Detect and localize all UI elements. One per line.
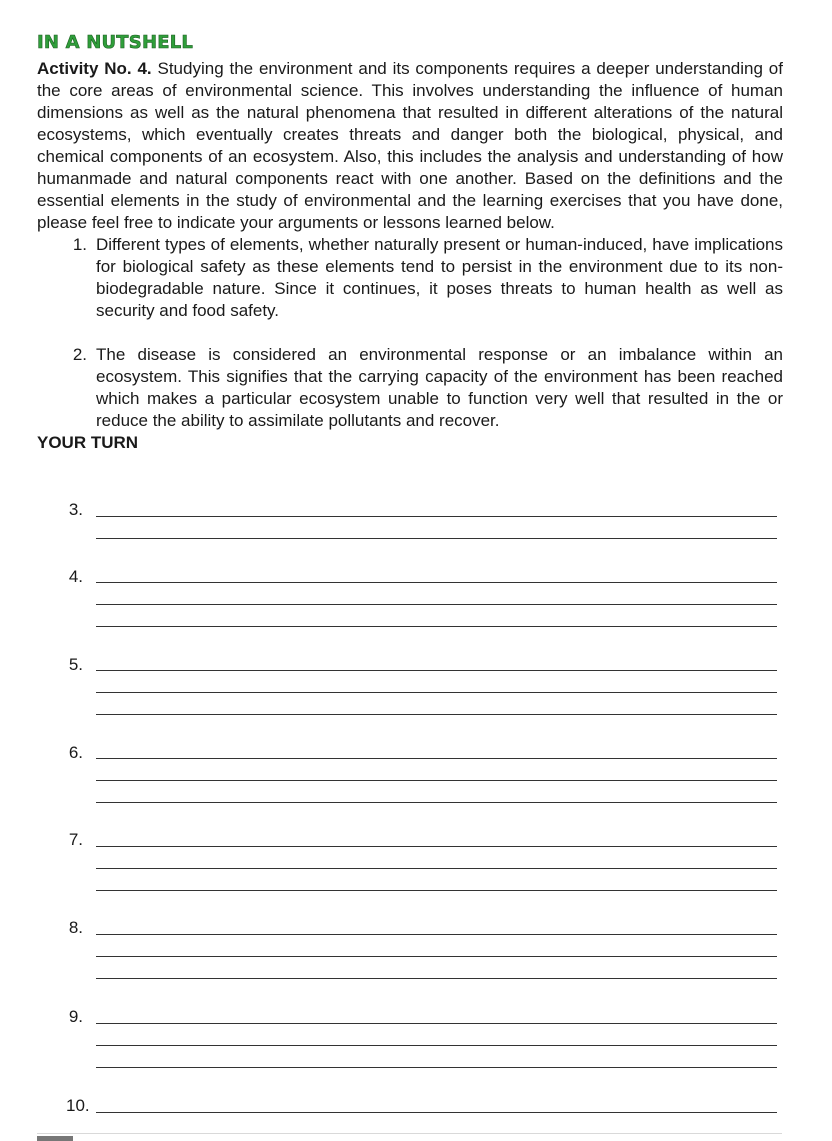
answer-line[interactable]: [96, 1067, 777, 1068]
answer-line[interactable]: [96, 780, 777, 781]
answer-line[interactable]: [96, 978, 777, 979]
answer-line[interactable]: [96, 670, 777, 671]
lesson-number: 1.: [72, 235, 87, 254]
page-footer-mark: [37, 1136, 73, 1141]
answer-number: 5.: [68, 655, 83, 674]
answer-line[interactable]: [96, 868, 777, 869]
answer-line[interactable]: [96, 1045, 777, 1046]
answer-number: 3.: [68, 500, 83, 519]
answer-line[interactable]: [96, 1023, 777, 1024]
lesson-text: Different types of elements, whether naturally present or human-induced, have implications for biological safety as these elements tend to persist in the environment due to its non-biodegradable nature. Since it continues, it poses threats to human health as well as security and food safety.: [96, 235, 783, 320]
your-turn-heading: YOUR TURN: [37, 433, 139, 452]
answer-number: 7.: [68, 830, 83, 849]
answer-line[interactable]: [96, 890, 777, 891]
answer-line[interactable]: [96, 934, 777, 935]
answer-line[interactable]: [96, 538, 777, 539]
footer-divider: [37, 1133, 782, 1134]
answer-line[interactable]: [96, 692, 777, 693]
answer-number: 10.: [66, 1096, 90, 1115]
activity-text: Studying the environment and its components requires a deeper understanding of the core areas of environmental science. This involves understanding the influence of human dimensions as well as the natural phenomena that resulted in different alterations of the natural ecosystems, which eventually creates threats and danger both the biological, physical, and chemical components of an ecosystem. Also, this includes the analysis and understanding of how humanmade and natural components react with one another. Based on the definitions and the essential elements in the study of environmental and the learning exercises that you have done, please feel free to indicate your arguments or lessons learned below.: [37, 59, 783, 232]
answer-line[interactable]: [96, 714, 777, 715]
section-title: IN A NUTSHELL: [37, 32, 194, 53]
answer-number: 6.: [68, 743, 83, 762]
answer-line[interactable]: [96, 582, 777, 583]
answer-line[interactable]: [96, 626, 777, 627]
answer-line[interactable]: [96, 956, 777, 957]
lesson-text: The disease is considered an environmental response or an imbalance within an ecosystem. This signifies that the carrying capacity of the environment has been reached which makes a particular ecosystem unable to function very well that resulted in the or reduce the ability to assimilate pollutants and recover.: [96, 345, 783, 430]
lesson-item: [37, 344, 783, 432]
answer-line[interactable]: [96, 758, 777, 759]
lesson-number: 2.: [72, 345, 87, 364]
answer-line[interactable]: [96, 604, 777, 605]
answer-line[interactable]: [96, 802, 777, 803]
activity-label: Activity No. 4.: [37, 59, 152, 78]
answer-line[interactable]: [96, 1112, 777, 1113]
activity-intro: [37, 58, 783, 234]
answer-number: 9.: [68, 1007, 83, 1026]
lessons-list: [37, 234, 783, 432]
answer-number: 8.: [68, 918, 83, 937]
answer-number: 4.: [68, 567, 83, 586]
answer-line[interactable]: [96, 846, 777, 847]
answer-line[interactable]: [96, 516, 777, 517]
lesson-item: [37, 234, 783, 322]
activity-section: [37, 32, 783, 454]
